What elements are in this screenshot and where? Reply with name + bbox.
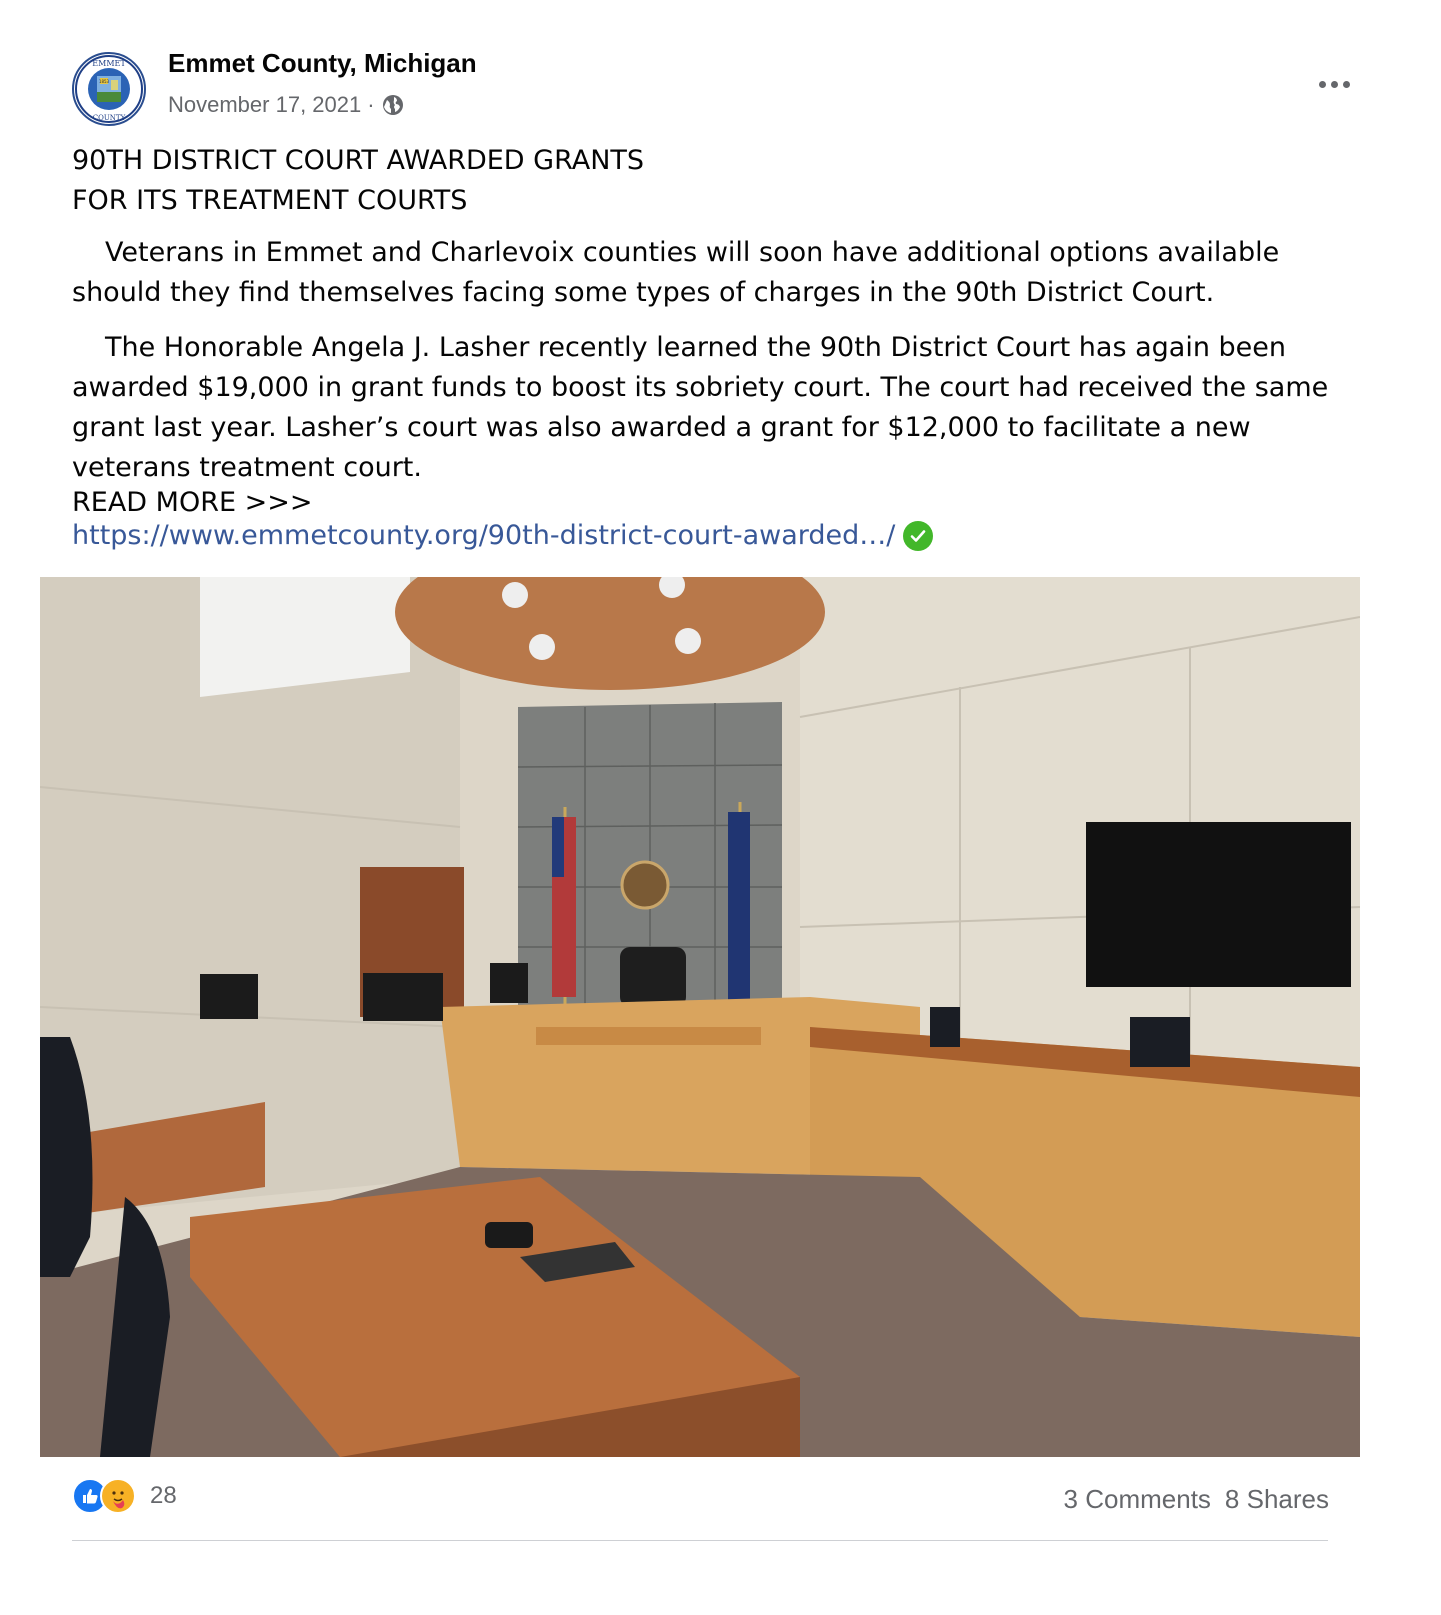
shares-count[interactable]: 8 Shares — [1224, 1484, 1329, 1514]
page-name[interactable]: Emmet County, Michigan — [168, 48, 477, 78]
comments-count[interactable]: 3 Comments — [1063, 1484, 1211, 1514]
article-link-text[interactable]: https://www.emmetcounty.org/90th-district-court-awarded…/ — [72, 520, 896, 551]
read-more-text: READ MORE >>> — [72, 487, 313, 518]
care-reaction-icon — [100, 1478, 136, 1514]
post-paragraph-1: Veterans in Emmet and Charlevoix counties will soon have additional options available should they find themselves facing some types of charges in the 90th District Court. — [72, 237, 1280, 308]
headline-line-1: 90TH DISTRICT COURT AWARDED GRANTS — [72, 145, 645, 176]
more-options-icon[interactable] — [1312, 62, 1356, 106]
reaction-count: 28 — [150, 1482, 177, 1509]
page-avatar[interactable] — [72, 52, 146, 126]
globe-icon — [381, 93, 405, 117]
post-meta — [168, 92, 405, 118]
verified-icon — [903, 521, 933, 551]
avatar-text-top: EMMET — [92, 59, 126, 68]
article-link[interactable] — [72, 516, 933, 556]
post-paragraph-2: The Honorable Angela J. Lasher recently learned the 90th District Court has again been awarded $19,000 in grant funds to boost its sobriety court. The court had received the same grant last year. Lasher’s court was also awarded a grant for $12,000 to facilitate a new veterans treatment court. — [72, 332, 1329, 483]
footer-divider — [72, 1540, 1328, 1541]
avatar-year: 1853 — [98, 79, 110, 84]
reactions-summary[interactable] — [72, 1478, 177, 1514]
engagement-stats — [1064, 1484, 1329, 1515]
post-date[interactable]: November 17, 2021 — [168, 92, 362, 117]
headline-line-2: FOR ITS TREATMENT COURTS — [72, 185, 468, 216]
post-headline — [72, 141, 1372, 221]
avatar-text-bottom: COUNTY — [92, 114, 126, 122]
meta-separator: · — [367, 92, 375, 117]
courtroom-photo[interactable] — [40, 577, 1360, 1457]
